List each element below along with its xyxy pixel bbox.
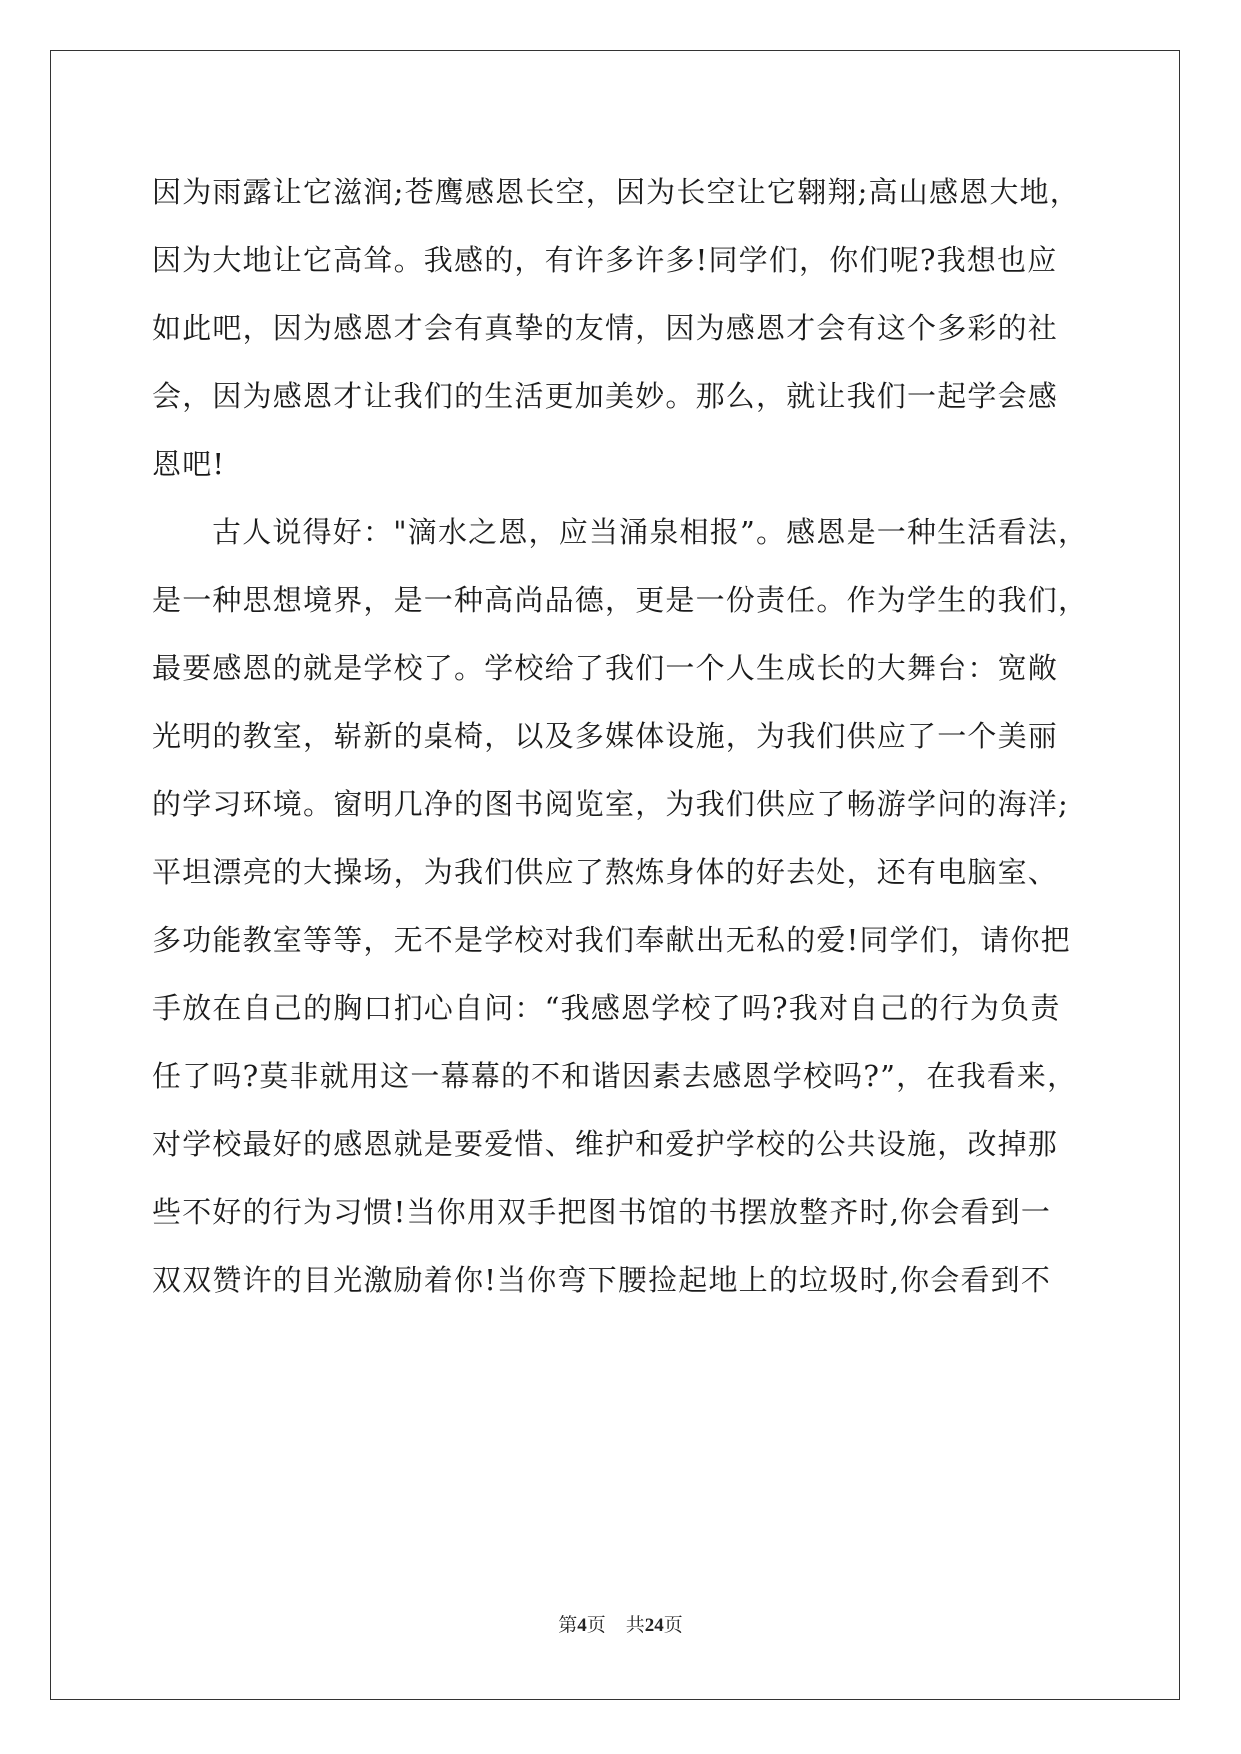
text-line: 因为大地让它高耸。我感的，有许多许多!同学们，你们呢?我想也应 [152,243,1058,277]
text-line: 的学习环境。窗明几净的图书阅览室，为我们供应了畅游学问的海洋; [152,787,1069,821]
text-line: 双双赞许的目光激励着你!当你弯下腰捡起地上的垃圾时,你会看到不 [152,1263,1052,1297]
text-line: 多功能教室等等，无不是学校对我们奉献出无私的爱!同学们，请你把 [152,923,1071,957]
text-line: 任了吗?莫非就用这一幕幕的不和谐因素去感恩学校吗?”，在我看来， [152,1059,1078,1093]
text-line: 平坦漂亮的大操场，为我们供应了熬炼身体的好去处，还有电脑室、 [152,855,1059,889]
text-line: 因为雨露让它滋润;苍鹰感恩长空，因为长空让它翱翔;高山感恩大地， [152,175,1080,209]
page-suffix: 页 [586,1615,606,1636]
text-line: 手放在自己的胸口扪心自问：“我感恩学校了吗?我对自己的行为负责 [152,991,1061,1025]
text-line: 些不好的行为习惯!当你用双手把图书馆的书摆放整齐时,你会看到一 [152,1195,1052,1229]
document-body [152,158,1089,1314]
total-pages: 24 [644,1615,664,1636]
paragraph-first-line: 古人说得好："滴水之恩，应当涌泉相报”。感恩是一种生活看法， [212,515,1089,549]
page-number: 4 [577,1615,587,1636]
text-line: 如此吧，因为感恩才会有真挚的友情，因为感恩才会有这个多彩的社 [152,311,1059,345]
total-prefix: 共 [625,1615,645,1636]
text-line: 会，因为感恩才让我们的生活更加美妙。那么，就让我们一起学会感 [152,379,1059,413]
text-line: 是一种思想境界，是一种高尚品德，更是一份责任。作为学生的我们， [152,583,1089,617]
text-line: 对学校最好的感恩就是要爱惜、维护和爱护学校的公共设施，改掉那 [152,1127,1059,1161]
page-prefix: 第 [558,1615,578,1636]
total-suffix: 页 [663,1615,683,1636]
text-line: 光明的教室，崭新的桌椅，以及多媒体设施，为我们供应了一个美丽 [152,719,1059,753]
text-line: 最要感恩的就是学校了。学校给了我们一个人生成长的大舞台：宽敞 [152,651,1059,685]
page-footer [0,1610,1241,1637]
text-line: 恩吧! [152,447,226,481]
